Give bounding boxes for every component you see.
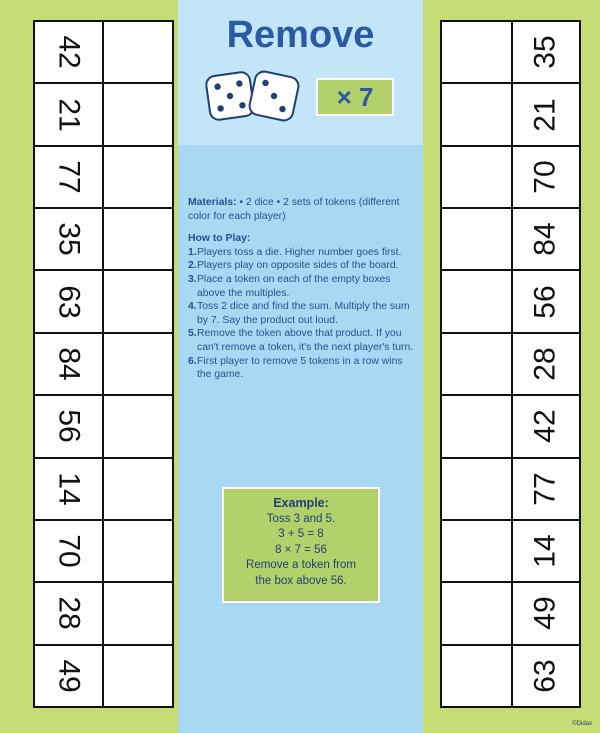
rules-panel [178, 0, 423, 733]
multiple-number: 42 [52, 35, 86, 69]
multiple-cell [511, 459, 580, 519]
step-text: Place a token on each of the empty boxes above the multiples. [197, 273, 391, 299]
multiple-number: 42 [528, 409, 562, 444]
board-row [35, 209, 172, 271]
multiple-number: 56 [528, 284, 562, 319]
multiple-cell [511, 147, 580, 207]
multiple-cell [511, 583, 580, 643]
step-text: Remove the token above that product. If you can't remove a token, it's the next player's turn. [197, 328, 414, 353]
board-row [35, 646, 172, 706]
board-row [442, 147, 579, 209]
multiple-number: 49 [52, 659, 86, 693]
multiple-number: 28 [52, 596, 86, 631]
multiple-cell [511, 22, 580, 82]
factor-badge: × 7 [316, 78, 394, 116]
instructions [188, 196, 416, 382]
token-box[interactable] [442, 334, 511, 394]
multiple-cell [511, 334, 580, 394]
multiple-cell [35, 209, 104, 269]
multiple-cell [35, 459, 104, 519]
token-box[interactable] [104, 396, 173, 456]
board-row [442, 84, 579, 146]
board-row [442, 209, 579, 271]
token-box[interactable] [442, 84, 511, 144]
multiple-cell [35, 334, 104, 394]
step-item [188, 355, 416, 382]
token-box[interactable] [442, 521, 511, 581]
step-number: 2. [188, 260, 197, 272]
board-row [442, 271, 579, 333]
token-box[interactable] [442, 22, 511, 82]
example-line: 3 + 5 = 8 [278, 528, 324, 540]
step-number: 5. [188, 328, 197, 340]
multiple-cell [35, 521, 104, 581]
step-text: Players play on opposite sides of the board. [197, 260, 399, 272]
multiple-number: 84 [528, 222, 562, 256]
board-row [35, 147, 172, 209]
dice-icon [202, 64, 302, 126]
multiple-number: 56 [52, 409, 86, 444]
board-row [442, 22, 579, 84]
multiple-cell [35, 396, 104, 456]
multiple-cell [35, 22, 104, 82]
token-box[interactable] [442, 209, 511, 269]
board-row [35, 271, 172, 333]
materials-text: • 2 dice • 2 sets of tokens (different color for each player) [188, 197, 400, 222]
step-number: 4. [188, 301, 197, 313]
board-row [442, 459, 579, 521]
multiple-number: 35 [528, 35, 562, 69]
how-to-play-heading: How to Play: [188, 233, 251, 245]
example-line: Toss 3 and 5. [266, 512, 336, 525]
multiple-cell [511, 209, 580, 269]
board-row [35, 22, 172, 84]
board-row [35, 396, 172, 458]
token-box[interactable] [104, 147, 173, 207]
board-row [442, 334, 579, 396]
multiple-number: 21 [52, 97, 86, 132]
multiple-cell [35, 84, 104, 144]
multiple-number: 63 [52, 284, 86, 319]
board-row [442, 396, 579, 458]
step-text: Toss 2 dice and find the sum. Multiply the sum by 7. Say the product out loud. [197, 301, 410, 326]
multiple-number: 70 [52, 534, 86, 568]
token-box[interactable] [104, 583, 173, 643]
multiple-number: 70 [528, 160, 562, 194]
token-box[interactable] [442, 459, 511, 519]
multiple-number: 28 [528, 347, 562, 381]
multiple-number: 77 [52, 160, 86, 194]
multiple-number: 14 [528, 534, 562, 568]
step-item [188, 300, 416, 327]
multiple-number: 49 [528, 596, 562, 631]
board-row [35, 521, 172, 583]
example-line: 8 × 7 = 56 [275, 543, 327, 556]
token-box[interactable] [442, 646, 511, 706]
multiple-number: 21 [528, 97, 562, 132]
token-box[interactable] [104, 84, 173, 144]
board-row [35, 583, 172, 645]
multiple-cell [511, 396, 580, 456]
board-row [35, 334, 172, 396]
multiple-cell [35, 271, 104, 331]
step-number: 1. [188, 246, 197, 258]
token-box[interactable] [104, 459, 173, 519]
multiple-cell [511, 646, 580, 706]
board-row [35, 84, 172, 146]
example-title: Example: [273, 496, 329, 510]
multiple-cell [35, 583, 104, 643]
board-row [442, 583, 579, 645]
page-title: Remove [226, 14, 375, 56]
token-box[interactable] [104, 646, 173, 706]
token-box[interactable] [442, 583, 511, 643]
step-text: First player to remove 5 tokens in a row wins the game. [197, 355, 403, 381]
multiple-cell [511, 84, 580, 144]
step-number: 3. [188, 273, 197, 285]
token-box[interactable] [442, 396, 511, 456]
copyright-text: ©Didax [572, 721, 592, 727]
left-player-board [33, 20, 174, 708]
token-box[interactable] [104, 209, 173, 269]
multiple-cell [35, 646, 104, 706]
token-box[interactable] [104, 521, 173, 581]
step-text: Players toss a die. Higher number goes first. [197, 246, 402, 258]
token-box[interactable] [104, 334, 173, 394]
multiple-cell [35, 147, 104, 207]
token-box[interactable] [442, 147, 511, 207]
token-box[interactable] [104, 271, 173, 331]
multiple-cell [511, 271, 580, 331]
token-box[interactable] [442, 271, 511, 331]
step-number: 6. [188, 355, 197, 367]
board-row [442, 521, 579, 583]
board-row [442, 646, 579, 706]
board-row [35, 459, 172, 521]
multiple-number: 63 [528, 659, 562, 693]
step-item [188, 273, 416, 300]
materials [188, 196, 416, 223]
multiple-cell [511, 521, 580, 581]
multiple-number: 14 [52, 472, 86, 506]
multiple-number: 84 [52, 347, 86, 381]
token-box[interactable] [104, 22, 173, 82]
right-player-board [440, 20, 581, 708]
title-area [178, 0, 423, 145]
materials-label: Materials: [188, 197, 237, 208]
example-line: Remove a token from [246, 559, 356, 571]
multiple-number: 77 [528, 472, 562, 506]
multiple-number: 35 [52, 222, 86, 256]
example-box [222, 487, 380, 603]
step-item [188, 246, 416, 260]
step-item [188, 327, 416, 354]
step-item [188, 259, 416, 273]
example-line: the box above 56. [255, 574, 347, 587]
